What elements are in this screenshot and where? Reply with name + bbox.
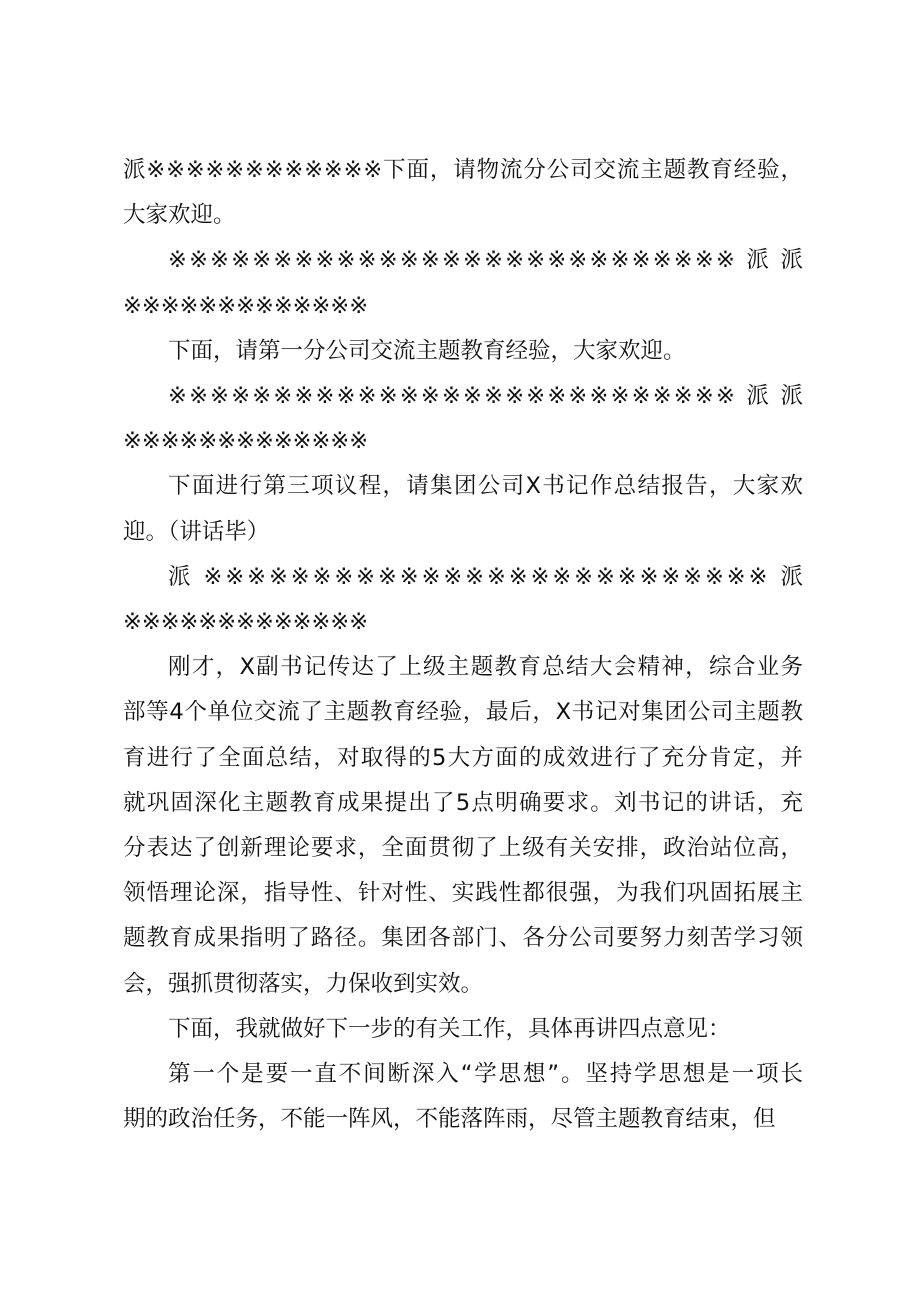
paragraph-p4	[123, 374, 803, 464]
paragraph-p3	[123, 329, 803, 374]
text-line: 派 ※※※※※※※※※※※※※※※※※※※※※※※※※※ 派	[168, 563, 803, 590]
paragraph-p7	[123, 645, 803, 1007]
text-line: ※※※※※※※※※※※※※	[123, 609, 369, 636]
text-line: 下面，我就做好下一步的有关工作，具体再讲四点意见：	[168, 1015, 731, 1042]
text-line: 题教育成果指明了路径。集团各部门、各分公司要努力刻苦学习领	[123, 925, 803, 952]
text-line: 派※※※※※※※※※※※※下面，请物流分公司交流主题教育经验，	[123, 157, 803, 183]
text-line: 迎。（讲话毕）	[123, 518, 270, 545]
paragraph-p5	[123, 464, 803, 554]
paragraph-p9	[123, 1052, 803, 1142]
text-line: 分表达了创新理论要求，全面贯彻了上级有关安排，政治站位高，	[123, 835, 803, 862]
text-line: 下面进行第三项议程，请集团公司X书记作总结报告，大家欢	[168, 473, 803, 500]
text-line: ※※※※※※※※※※※※※	[123, 428, 369, 455]
text-line: 下面，请第一分公司交流主题教育经验，大家欢迎。	[168, 337, 686, 364]
document-body	[123, 148, 803, 1142]
paragraph-p1	[123, 148, 803, 238]
text-line: ※※※※※※※※※※※※※※※※※※※※※※※※※※※ 派 派	[168, 383, 803, 410]
paragraph-p8	[123, 1007, 803, 1052]
text-line: 育进行了全面总结，对取得的5大方面的成效进行了充分肯定，并	[123, 744, 803, 771]
text-line: 部等4个单位交流了主题教育经验，最后，X书记对集团公司主题教	[123, 699, 803, 726]
paragraph-p6	[123, 555, 803, 645]
text-line: 第一个是要一直不间断深入“学思想”。坚持学思想是一项长	[168, 1061, 803, 1088]
text-line: 领悟理论深，指导性、针对性、实践性都很强，为我们巩固拓展主	[123, 880, 803, 907]
text-line: 会，强抓贯彻落实，力保收到实效。	[123, 970, 484, 997]
text-line: 刚才，X副书记传达了上级主题教育总结大会精神，综合业务	[168, 654, 803, 681]
text-line: 期的政治任务，不能一阵风，不能落阵雨，尽管主题教育结束，但	[123, 1106, 776, 1133]
text-line: 大家欢迎。	[123, 202, 236, 229]
text-line: ※※※※※※※※※※※※※※※※※※※※※※※※※※※ 派 派	[168, 247, 803, 274]
paragraph-p2	[123, 238, 803, 328]
text-line: ※※※※※※※※※※※※※	[123, 292, 369, 319]
text-line: 就巩固深化主题教育成果提出了5点明确要求。刘书记的讲话，充	[123, 789, 803, 816]
